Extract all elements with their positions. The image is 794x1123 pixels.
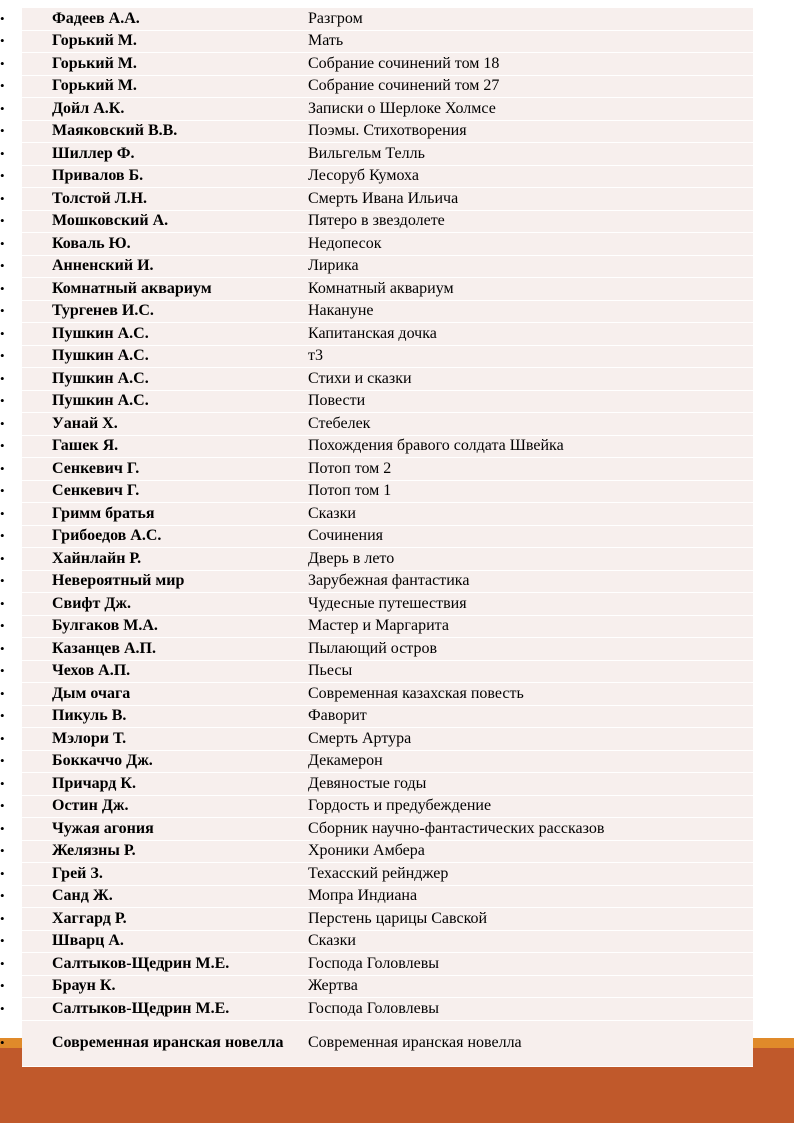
book-title: Комнатный аквариум: [308, 279, 454, 297]
book-author: Дойл А.К.: [52, 99, 125, 117]
book-author: Остин Дж.: [52, 797, 129, 815]
book-row: [0, 931, 753, 954]
bullet-icon: •: [0, 325, 5, 341]
bullet-icon: •: [0, 618, 5, 634]
book-author: Пушкин А.С.: [52, 324, 149, 342]
book-title: Потоп том 2: [308, 459, 392, 477]
book-author: Гашек Я.: [52, 437, 119, 455]
bullet-icon: •: [0, 865, 5, 881]
book-row: [0, 323, 753, 346]
book-author: Гримм братья: [52, 504, 155, 522]
book-title: Сказки: [308, 504, 356, 522]
book-title: Девяностые годы: [308, 774, 427, 792]
bullet-icon: •: [0, 123, 5, 139]
book-author: Сенкевич Г.: [52, 482, 140, 500]
book-title: Господа Головлевы: [308, 999, 440, 1017]
book-row: [0, 953, 753, 976]
book-author: Анненский И.: [52, 257, 154, 275]
book-title: Дверь в лето: [308, 549, 395, 567]
book-title: Разгром: [308, 9, 363, 27]
book-row: [0, 706, 753, 729]
book-title: Мать: [308, 32, 344, 50]
book-author: Современная иранская новелла: [52, 1034, 284, 1051]
bullet-icon: •: [0, 438, 5, 454]
bullet-icon: •: [0, 978, 5, 994]
book-title: Недопесок: [308, 234, 382, 252]
bullet-icon: •: [0, 753, 5, 769]
bullet-icon: •: [0, 1035, 5, 1050]
book-row: [0, 391, 753, 414]
book-title: Стихи и сказки: [308, 369, 412, 387]
book-author: Коваль Ю.: [52, 234, 131, 252]
book-row: [0, 346, 753, 369]
bullet-icon: •: [0, 483, 5, 499]
book-row: [0, 616, 753, 639]
book-author: Пушкин А.С.: [52, 347, 149, 365]
book-row: [0, 121, 753, 144]
bullet-icon: •: [0, 1000, 5, 1016]
book-title: Жертва: [308, 977, 358, 995]
book-author: Желязны Р.: [52, 842, 136, 860]
book-author: Салтыков-Щедрин М.Е.: [52, 954, 230, 972]
book-row: [0, 796, 753, 819]
book-title: Хроники Амбера: [308, 842, 425, 860]
book-title: Современная иранская новелла: [308, 1034, 522, 1051]
book-title: Пылающий остров: [308, 639, 438, 657]
book-row: [0, 53, 753, 76]
book-row: [0, 571, 753, 594]
bullet-icon: •: [0, 280, 5, 296]
book-author: Шварц А.: [52, 932, 124, 950]
book-author: Толстой Л.Н.: [52, 189, 148, 207]
book-author: Уанай Х.: [52, 414, 118, 432]
book-title: Записки о Шерлоке Холмсе: [308, 99, 496, 117]
book-author: Боккаччо Дж.: [52, 752, 153, 770]
book-row: [0, 31, 753, 54]
book-author: Салтыков-Щедрин М.Е.: [52, 999, 230, 1017]
bullet-icon: •: [0, 235, 5, 251]
book-row: [0, 98, 753, 121]
book-row: [0, 728, 753, 751]
book-author: Горький М.: [52, 54, 137, 72]
book-row: [0, 863, 753, 886]
book-title: Лесоруб Кумоха: [308, 167, 419, 185]
bullet-icon: •: [0, 100, 5, 116]
bullet-icon: •: [0, 595, 5, 611]
book-title: Пятеро в звездолете: [308, 212, 445, 230]
bullet-icon: •: [0, 393, 5, 409]
bullet-icon: •: [0, 415, 5, 431]
book-title: Фаворит: [308, 707, 367, 725]
book-title: Мастер и Маргарита: [308, 617, 449, 635]
bullet-icon: •: [0, 640, 5, 656]
bullet-icon: •: [0, 888, 5, 904]
bullet-icon: •: [0, 55, 5, 71]
book-row: [0, 908, 753, 931]
book-list: [0, 8, 753, 1067]
book-title: Собрание сочинений том 27: [308, 77, 500, 95]
bullet-icon: •: [0, 303, 5, 319]
book-title: Смерть Артура: [308, 729, 412, 747]
book-title: Сборник научно-фантастических рассказов: [308, 819, 605, 837]
book-author: Свифт Дж.: [52, 594, 131, 612]
book-author: Пушкин А.С.: [52, 392, 149, 410]
book-author: Горький М.: [52, 32, 137, 50]
book-author: Комнатный аквариум: [52, 279, 212, 297]
book-title: Смерть Ивана Ильича: [308, 189, 459, 207]
bullet-icon: •: [0, 168, 5, 184]
bullet-icon: •: [0, 663, 5, 679]
book-row: [0, 548, 753, 571]
book-author: Казанцев А.П.: [52, 639, 156, 657]
book-row: [0, 301, 753, 324]
book-author: Чехов А.П.: [52, 662, 131, 680]
book-row: [0, 683, 753, 706]
bullet-icon: •: [0, 708, 5, 724]
book-title: Сочинения: [308, 527, 384, 545]
book-row: [0, 773, 753, 796]
bullet-icon: •: [0, 820, 5, 836]
bullet-icon: •: [0, 843, 5, 859]
book-author: Пикуль В.: [52, 707, 127, 725]
book-title: Пьесы: [308, 662, 353, 680]
bullet-icon: •: [0, 910, 5, 926]
book-row: [0, 211, 753, 234]
book-author: Горький М.: [52, 77, 137, 95]
book-row: [0, 76, 753, 99]
book-author: Мэлори Т.: [52, 729, 127, 747]
book-author: Пушкин А.С.: [52, 369, 149, 387]
book-title: Поэмы. Стихотворения: [308, 122, 467, 140]
bullet-icon: •: [0, 730, 5, 746]
book-title: Перстень царицы Савской: [308, 909, 488, 927]
book-row: [0, 278, 753, 301]
bullet-icon: •: [0, 505, 5, 521]
book-row: [0, 436, 753, 459]
book-author: Привалов Б.: [52, 167, 144, 185]
book-row: [0, 256, 753, 279]
book-author: Санд Ж.: [52, 887, 113, 905]
book-author: Мошковский А.: [52, 212, 169, 230]
book-title: Гордость и предубеждение: [308, 797, 492, 815]
book-title: т3: [308, 347, 323, 365]
book-row: [0, 751, 753, 774]
book-row: [0, 166, 753, 189]
bullet-icon: •: [0, 213, 5, 229]
book-row: [0, 818, 753, 841]
book-author: Тургенев И.С.: [52, 302, 154, 320]
book-title: Техасский рейнджер: [308, 864, 449, 882]
book-title: Собрание сочинений том 18: [308, 54, 500, 72]
book-author: Браун К.: [52, 977, 116, 995]
book-row: [0, 368, 753, 391]
book-row: [0, 503, 753, 526]
book-author: Дым очага: [52, 684, 131, 702]
book-title: Господа Головлевы: [308, 954, 440, 972]
book-title: Сказки: [308, 932, 356, 950]
book-author: Шиллер Ф.: [52, 144, 135, 162]
book-title: Декамерон: [308, 752, 383, 770]
book-title: Вильгельм Телль: [308, 144, 425, 162]
book-row: [0, 661, 753, 684]
book-author: Невероятный мир: [52, 572, 185, 590]
book-author: Булгаков М.А.: [52, 617, 158, 635]
bullet-icon: •: [0, 78, 5, 94]
book-author: Хаггард Р.: [52, 909, 127, 927]
book-row: [0, 886, 753, 909]
book-row: [0, 526, 753, 549]
book-row: [0, 638, 753, 661]
book-row: [0, 143, 753, 166]
book-title: Современная казахская повесть: [308, 684, 524, 702]
book-author: Грей З.: [52, 864, 103, 882]
book-row: [0, 233, 753, 256]
book-row: [0, 188, 753, 211]
bullet-icon: •: [0, 798, 5, 814]
bullet-icon: •: [0, 775, 5, 791]
book-row: [0, 593, 753, 616]
bullet-icon: •: [0, 955, 5, 971]
bullet-icon: •: [0, 550, 5, 566]
book-author: Хайнлайн Р.: [52, 549, 142, 567]
bullet-icon: •: [0, 33, 5, 49]
book-title: Похождения бравого солдата Швейка: [308, 437, 564, 455]
book-row: [0, 841, 753, 864]
bullet-icon: •: [0, 528, 5, 544]
bullet-icon: •: [0, 10, 5, 26]
bullet-icon: •: [0, 933, 5, 949]
book-title: Чудесные путешествия: [308, 594, 467, 612]
bullet-icon: •: [0, 145, 5, 161]
book-title: Мопра Индиана: [308, 887, 418, 905]
bullet-icon: •: [0, 258, 5, 274]
bullet-icon: •: [0, 370, 5, 386]
book-row: [0, 481, 753, 504]
book-author: Причард К.: [52, 774, 136, 792]
book-author: Фадеев А.А.: [52, 9, 140, 27]
book-title: Лирика: [308, 257, 359, 275]
book-row: [0, 458, 753, 481]
bullet-icon: •: [0, 348, 5, 364]
book-title: Потоп том 1: [308, 482, 392, 500]
book-author: Сенкевич Г.: [52, 459, 140, 477]
book-row: [0, 8, 753, 31]
book-title: Капитанская дочка: [308, 324, 437, 342]
book-row: [0, 998, 753, 1021]
bullet-icon: •: [0, 685, 5, 701]
bullet-icon: •: [0, 573, 5, 589]
bullet-icon: •: [0, 460, 5, 476]
book-author: Чужая агония: [52, 819, 154, 837]
bullet-icon: •: [0, 190, 5, 206]
book-title: Зарубежная фантастика: [308, 572, 470, 590]
book-title: Повести: [308, 392, 366, 410]
book-row: [0, 976, 753, 999]
book-author: Грибоедов А.С.: [52, 527, 162, 545]
book-row: [0, 413, 753, 436]
book-title: Накануне: [308, 302, 374, 320]
book-author: Маяковский В.В.: [52, 122, 178, 140]
book-title: Стебелек: [308, 414, 371, 432]
book-row: [0, 1021, 753, 1067]
